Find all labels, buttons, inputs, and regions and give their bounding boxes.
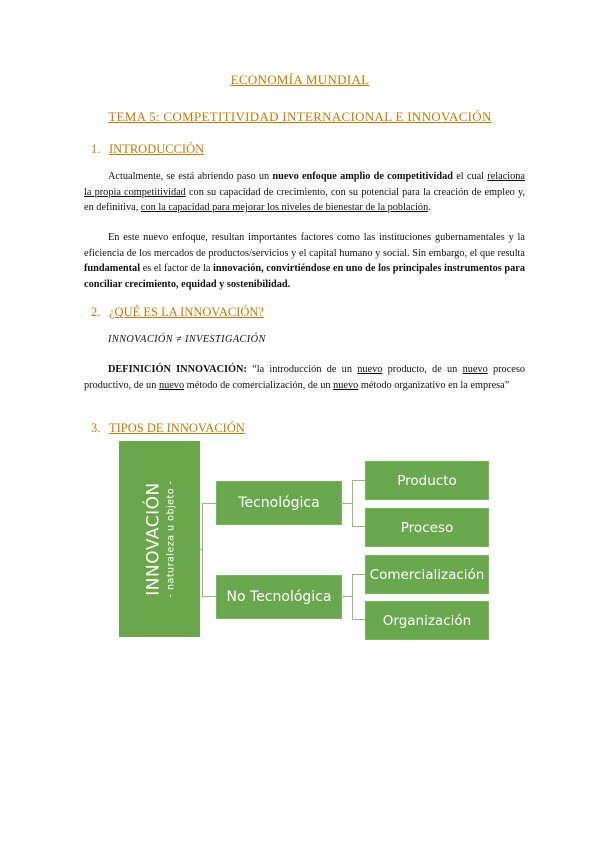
connector <box>202 503 203 596</box>
section-title: TIPOS DE INNOVACIÓN <box>109 421 245 435</box>
connector <box>352 574 353 620</box>
diagram-node-proceso: Proceso <box>365 508 489 547</box>
definition-paragraph: DEFINICIÓN INNOVACIÓN: “la introducción de un nuevo producto, de un nuevo proceso productivo, de un nuevo método de comercialización, de un nuevo método organizativo en la empresa” <box>84 364 525 391</box>
section-number: 3. <box>91 421 101 435</box>
section-title: INTRODUCCIÓN <box>109 142 205 156</box>
connector <box>352 574 365 575</box>
diagram-node-organizacion: Organización <box>365 601 489 640</box>
intro-paragraph-2: En este nuevo enfoque, resultan importantes factores como las instituciones gubernamentales y la eficiencia de los mercados de productos/servicios y el capital humano y social. Sin embargo, el que resulta fundamental es el factor de la innovación, convirtiéndose en uno de los principales instrumentos para conciliar crecimiento, equidad y sostenibilidad. <box>84 232 525 290</box>
innovation-not-research: INNOVACIÓN ≠ INVESTIGACIÓN <box>108 334 266 345</box>
diagram-node-no-tecnologica: No Tecnológica <box>216 575 342 619</box>
diagram-root-label: INNOVACIÓN <box>143 482 163 596</box>
section-heading-introduccion <box>91 142 204 157</box>
diagram-root-box <box>119 441 200 637</box>
section-number: 2. <box>91 305 101 319</box>
section-number: 1. <box>91 142 101 156</box>
diagram-node-producto: Producto <box>365 461 489 500</box>
diagram-node-comercializacion: Comercialización <box>365 555 489 594</box>
connector <box>202 503 216 504</box>
intro-paragraph-1: Actualmente, se está abriendo paso un nuevo enfoque amplio de competitividad el cual relaciona la propia competitividad con su capacidad de crecimiento, con su potencial para la creación de empleo y, en definitiva, con la capacidad para mejorar los niveles de bienestar de la población. <box>84 171 525 213</box>
connector <box>352 526 365 527</box>
connector <box>352 480 365 481</box>
section-title: ¿QUÉ ES LA INNOVACIÓN? <box>109 305 264 319</box>
connector <box>352 480 353 527</box>
diagram-root-sublabel: - naturaleza u objeto - <box>165 480 176 598</box>
document-subtitle: TEMA 5: COMPETITIVIDAD INTERNACIONAL E INNOVACIÓN <box>108 109 492 124</box>
diagram-node-tecnologica: Tecnológica <box>216 481 342 525</box>
document-title: ECONOMÍA MUNDIAL <box>230 72 370 87</box>
section-heading-que-es <box>91 305 264 320</box>
connector <box>352 619 365 620</box>
section-heading-tipos <box>91 421 245 436</box>
connector <box>202 596 216 597</box>
